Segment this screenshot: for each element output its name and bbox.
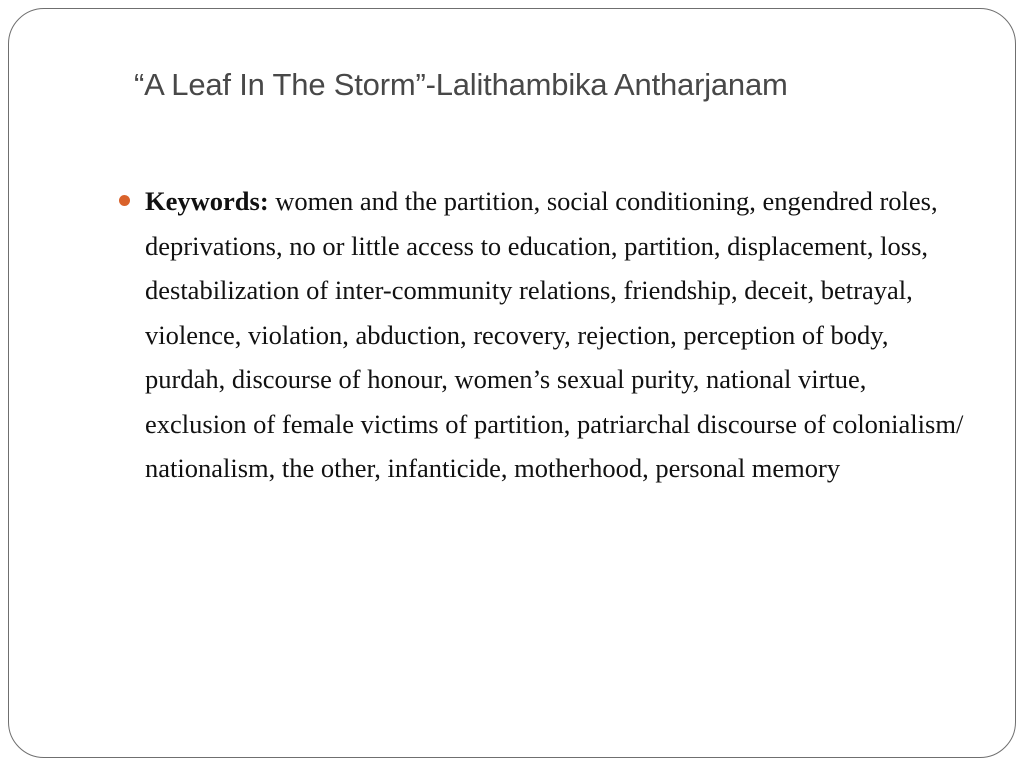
slide-title: “A Leaf In The Storm”-Lalithambika Antharjanam (134, 67, 788, 102)
keywords-label: Keywords: (145, 186, 269, 216)
keywords-text: women and the partition, social conditioning, engendred roles, deprivations, no or little access to education, partition, displacement, loss, destabilization of inter-community relations, friendship, deceit, betrayal, violence, violation, abduction, recovery, rejection, perception of body, purdah, discourse of honour, women’s sexual purity, national virtue, exclusion of female victims of partition, patriarchal discourse of colonialism/ nationalism, the other, infanticide, motherhood, personal memory (145, 186, 964, 483)
list-item (145, 179, 965, 491)
slide-frame (8, 8, 1016, 758)
bullet-list (145, 179, 965, 491)
bullet-dot-icon (119, 195, 130, 206)
